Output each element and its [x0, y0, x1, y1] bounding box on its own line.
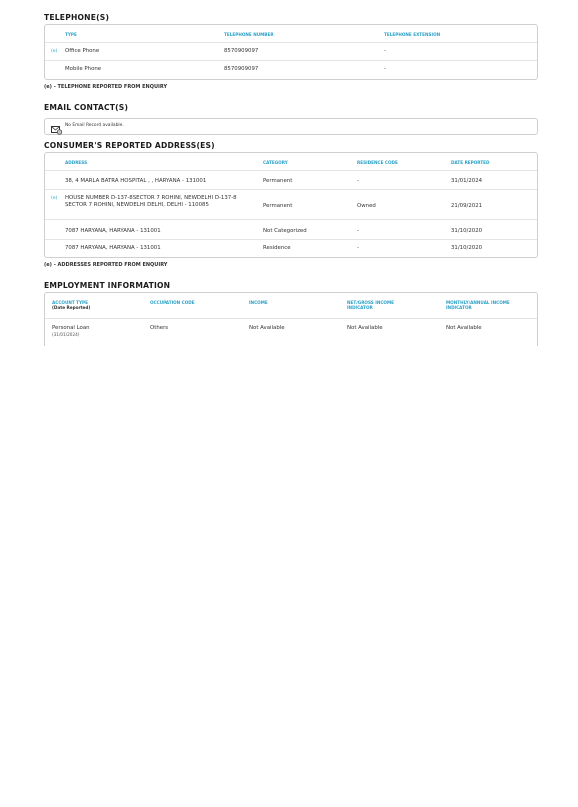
col-income-header: INCOME	[249, 300, 268, 305]
col-address-header: ADDRESS	[65, 160, 88, 165]
row-divider	[45, 189, 537, 190]
address-text: HOUSE NUMBER D-137-8SECTOR 7 ROHINI, NEWDELHI D-137-8 SECTOR 7 ROHINI, NEWDELHI DELHI, DELHI - 110085	[65, 195, 237, 208]
col-date-header: DATE REPORTED	[451, 160, 490, 165]
occupation-value: Others	[150, 325, 169, 331]
phone-number: 8570909097	[224, 66, 259, 72]
address-date: 31/10/2020	[451, 245, 483, 251]
email-record-icon	[51, 122, 62, 140]
header-divider	[45, 318, 537, 319]
date-reported-value: (31/01/2024)	[52, 331, 80, 337]
account-type-value: Personal Loan	[52, 325, 90, 331]
col-number-header: TELEPHONE NUMBER	[224, 32, 274, 37]
row-divider	[45, 219, 537, 220]
income-value: Not Available	[249, 325, 285, 331]
address-residence-code: -	[357, 245, 359, 251]
telephones-note: (e) - TELEPHONE REPORTED FROM ENQUIRY	[44, 84, 168, 90]
employment-title: EMPLOYMENT INFORMATION	[44, 281, 171, 290]
row-divider	[45, 239, 537, 240]
phone-number: 8570909097	[224, 48, 259, 54]
account-type-label: ACCOUNT TYPE	[52, 300, 88, 305]
address-category: Permanent	[263, 178, 293, 184]
employment-account-cell	[52, 325, 90, 338]
address-category: Residence	[263, 245, 291, 251]
address-text: 7087 HARYANA, HARYANA - 131001	[65, 228, 161, 234]
col-extension-header: TELEPHONE EXTENSION	[384, 32, 441, 37]
phone-type: Office Phone	[65, 48, 100, 54]
header-divider	[45, 42, 537, 43]
col-monthly-annual-header: MONTHLY/ANNUAL INCOME INDICATOR	[446, 300, 510, 310]
monthly-annual-value: Not Available	[446, 325, 482, 331]
employment-table	[44, 292, 538, 346]
row-divider	[45, 60, 537, 61]
addresses-title: CONSUMER'S REPORTED ADDRESS(ES)	[44, 141, 215, 150]
email-box	[44, 118, 538, 135]
header-divider	[45, 170, 537, 171]
col-type-header: TYPE	[65, 32, 77, 37]
address-category: Permanent	[263, 203, 293, 209]
email-empty-text: No Email Record available.	[65, 123, 124, 128]
phone-extension: -	[384, 48, 386, 54]
date-reported-label: (Date Reported)	[52, 305, 91, 310]
col-category-header: CATEGORY	[263, 160, 288, 165]
address-date: 21/09/2021	[451, 203, 483, 209]
address-category: Not Categorized	[263, 228, 307, 234]
email-title: EMAIL CONTACT(S)	[44, 103, 129, 112]
address-text: 7087 HARYANA, HARYANA - 131001	[65, 245, 161, 251]
net-gross-value: Not Available	[347, 325, 383, 331]
telephones-table	[44, 24, 538, 80]
phone-type: Mobile Phone	[65, 66, 102, 72]
address-residence-code: -	[357, 228, 359, 234]
col-occupation-header: OCCUPATION CODE	[150, 300, 195, 305]
address-residence-code: Owned	[357, 203, 376, 209]
enquiry-marker: (e)	[51, 49, 58, 54]
phone-extension: -	[384, 66, 386, 72]
telephones-title: TELEPHONE(S)	[44, 13, 110, 22]
address-date: 31/10/2020	[451, 228, 483, 234]
enquiry-marker: (e)	[51, 196, 58, 201]
address-text: 38, 4 MARLA BATRA HOSPITAL , , HARYANA - 131001	[65, 178, 207, 184]
address-residence-code: -	[357, 178, 359, 184]
col-account-type-header	[52, 300, 90, 310]
col-net-gross-header: NET/GROSS INCOME INDICATOR	[347, 300, 394, 310]
col-residence-header: RESIDENCE CODE	[357, 160, 398, 165]
addresses-note: (e) - ADDRESSES REPORTED FROM ENQUIRY	[44, 262, 168, 268]
address-date: 31/01/2024	[451, 178, 483, 184]
addresses-table	[44, 152, 538, 258]
